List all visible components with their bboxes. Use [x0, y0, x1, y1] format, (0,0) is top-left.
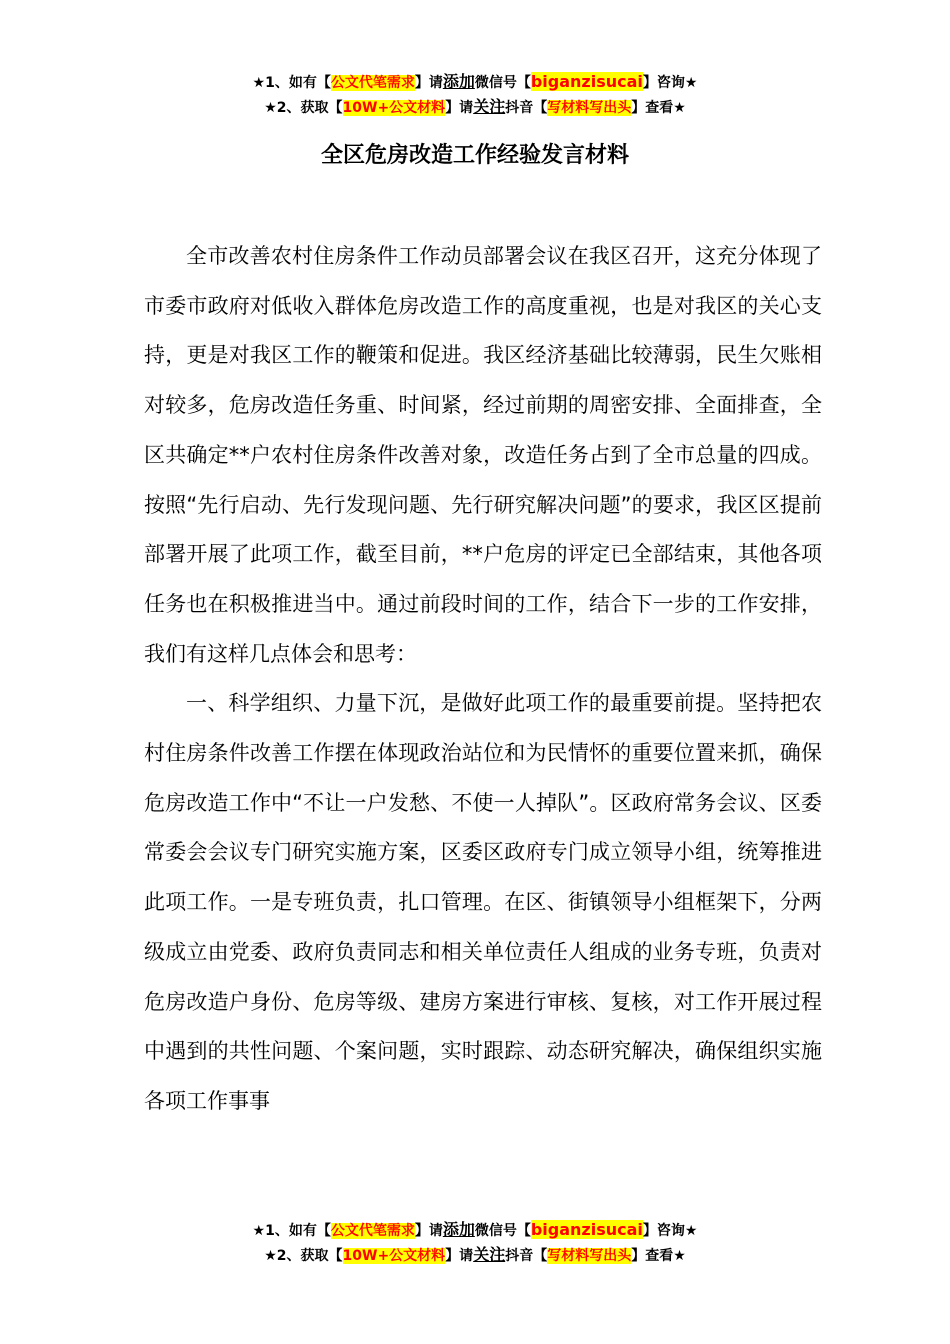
promo-text: 抖音【 — [505, 100, 548, 116]
promo-text: 微信号【 — [474, 75, 531, 91]
promo-line-1 — [0, 70, 950, 95]
body-paragraph-1: 全市改善农村住房条件工作动员部署会议在我区召开，这充分体现了市委市政府对低收入群体危房改造工作的高度重视，也是对我区的关心支持，更是对我区工作的鞭策和促进。我区经济基础比较薄弱，民生欠账相对较多，危房改造任务重、时间紧，经过前期的周密安排、全面排查，全区共确定**户农村住房条件改善对象，改造任务占到了全市总量的四成。按照“先行启动、先行发现问题、先行研究解决问题”的要求，我区区提前部署开展了此项工作，截至目前，**户危房的评定已全部结束，其他各项任务也在积极推进当中。通过前段时间的工作，结合下一步的工作安排，我们有这样几点体会和思考： — [144, 244, 822, 666]
promo-line-2 — [0, 1243, 950, 1268]
promo-text: ★1、如有【 — [252, 75, 331, 91]
promo-text: ★2、获取【 — [264, 100, 343, 116]
promo-banner-top — [0, 70, 950, 120]
promo-text: ★2、获取【 — [264, 1248, 343, 1264]
promo-highlight: 10W+公文材料 — [342, 1248, 446, 1264]
promo-highlight-douyin: 写材料写出头 — [547, 1248, 632, 1264]
document-body — [144, 232, 822, 1127]
promo-text: 】查看★ — [631, 100, 686, 116]
promo-highlight: 10W+公文材料 — [342, 100, 446, 116]
promo-text: 抖音【 — [505, 1248, 548, 1264]
promo-text: 】咨询★ — [642, 75, 698, 91]
body-paragraph-2: 一、科学组织、力量下沉，是做好此项工作的最重要前提。坚持把农村住房条件改善工作摆在体现政治站位和为民情怀的重要位置来抓，确保危房改造工作中“不让一户发愁、不使一人掉队”。区政府常务会议、区委常委会会议专门研究实施方案，区委区政府专门成立领导小组，统筹推进此项工作。一是专班负责，扎口管理。在区、街镇领导小组框架下，分两级成立由党委、政府负责同志和相关单位责任人组成的业务专班，负责对危房改造户身份、危房等级、建房方案进行审核、复核，对工作开展过程中遇到的共性问题、个案问题，实时跟踪、动态研究解决，确保组织实施各项工作事事 — [144, 691, 822, 1113]
promo-highlight-douyin: 写材料写出头 — [547, 100, 632, 116]
promo-highlight: 公文代笔需求 — [330, 1223, 415, 1239]
promo-text: 】请 — [414, 1223, 443, 1239]
promo-line-2 — [0, 95, 950, 120]
promo-text: 微信号【 — [474, 1223, 531, 1239]
promo-underline: 关注 — [473, 97, 506, 116]
promo-banner-bottom — [0, 1218, 950, 1268]
promo-highlight: 公文代笔需求 — [330, 75, 415, 91]
promo-text: ★1、如有【 — [252, 1223, 331, 1239]
promo-text: 】查看★ — [631, 1248, 686, 1264]
document-title: 全区危房改造工作经验发言材料 — [320, 143, 629, 168]
promo-line-1 — [0, 1218, 950, 1243]
promo-highlight-wechat: biganzisucai — [530, 72, 643, 91]
promo-text: 】咨询★ — [642, 1223, 698, 1239]
promo-underline: 添加 — [442, 1220, 475, 1239]
promo-highlight-wechat: biganzisucai — [530, 1220, 643, 1239]
promo-text: 】请 — [445, 1248, 474, 1264]
promo-underline: 添加 — [442, 72, 475, 91]
promo-text: 】请 — [414, 75, 443, 91]
promo-text: 】请 — [445, 100, 474, 116]
promo-underline: 关注 — [473, 1245, 506, 1264]
